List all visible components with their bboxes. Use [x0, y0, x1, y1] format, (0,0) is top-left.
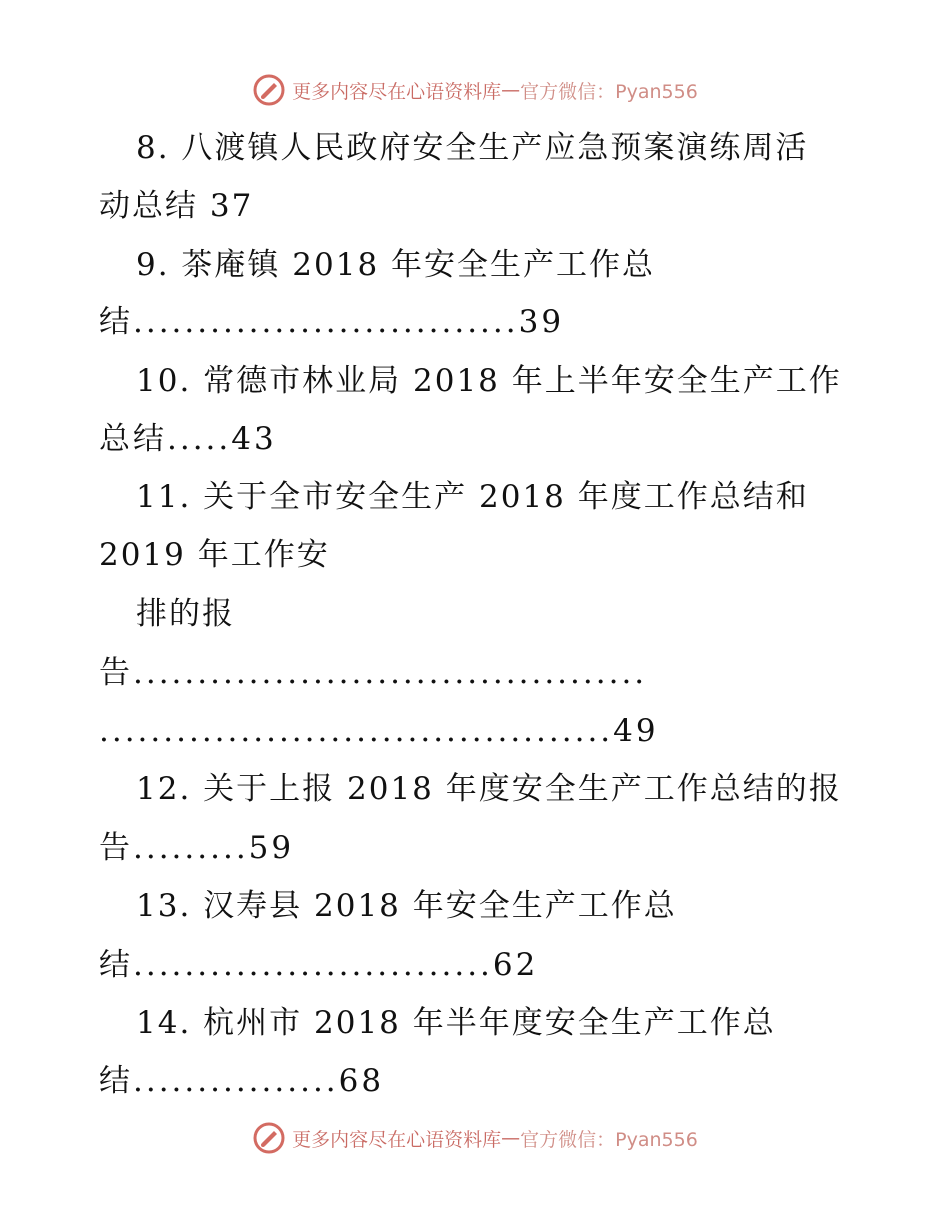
toc-entry-8-title: 8. 八渡镇人民政府安全生产应急预案演练周活	[136, 130, 809, 166]
toc-entry-11-title: 11. 关于全市安全生产 2018 年度工作总结和	[136, 479, 809, 515]
header-watermark	[0, 70, 950, 110]
toc-entry-14-page: 结................68	[99, 1063, 385, 1099]
toc-entry-11-page: ........................................49	[99, 713, 659, 749]
toc-entry-12-page: 告.........59	[99, 830, 295, 866]
toc-entry-8-page: 动总结 37	[99, 188, 254, 224]
toc-entry-11-title-cont2: 排的报	[136, 596, 235, 632]
toc-entry-9-title: 9. 茶庵镇 2018 年安全生产工作总	[136, 247, 656, 283]
watermark-contact-text: 官方微信：Pyan556	[520, 80, 698, 103]
toc-entry-11-title-cont: 2019 年工作安	[99, 537, 330, 573]
toc-entry-12-title: 12. 关于上报 2018 年度安全生产工作总结的报	[136, 771, 842, 807]
watermark-main-text: 更多内容尽在心语资料库	[292, 80, 502, 103]
toc-entry-13-page: 结............................62	[99, 947, 539, 983]
watermark-dash: —	[501, 1127, 521, 1149]
toc-entry-13-title: 13. 汉寿县 2018 年安全生产工作总	[136, 888, 677, 924]
watermark-dash: —	[501, 79, 521, 101]
logo-icon	[252, 1121, 286, 1155]
watermark-contact-text: 官方微信：Pyan556	[520, 1128, 698, 1151]
toc-entry-10-title: 10. 常德市林业局 2018 年上半年安全生产工作	[136, 363, 842, 399]
toc-entry-10-page: 总结.....43	[99, 421, 277, 457]
toc-entry-14-title: 14. 杭州市 2018 年半年度安全生产工作总	[136, 1005, 776, 1041]
logo-icon	[252, 73, 286, 107]
watermark-main-text: 更多内容尽在心语资料库	[292, 1128, 502, 1151]
footer-watermark	[0, 1118, 950, 1158]
toc-entry-9-page: 结..............................39	[99, 304, 565, 340]
toc-entry-11-dots: 告........................................	[99, 655, 648, 691]
